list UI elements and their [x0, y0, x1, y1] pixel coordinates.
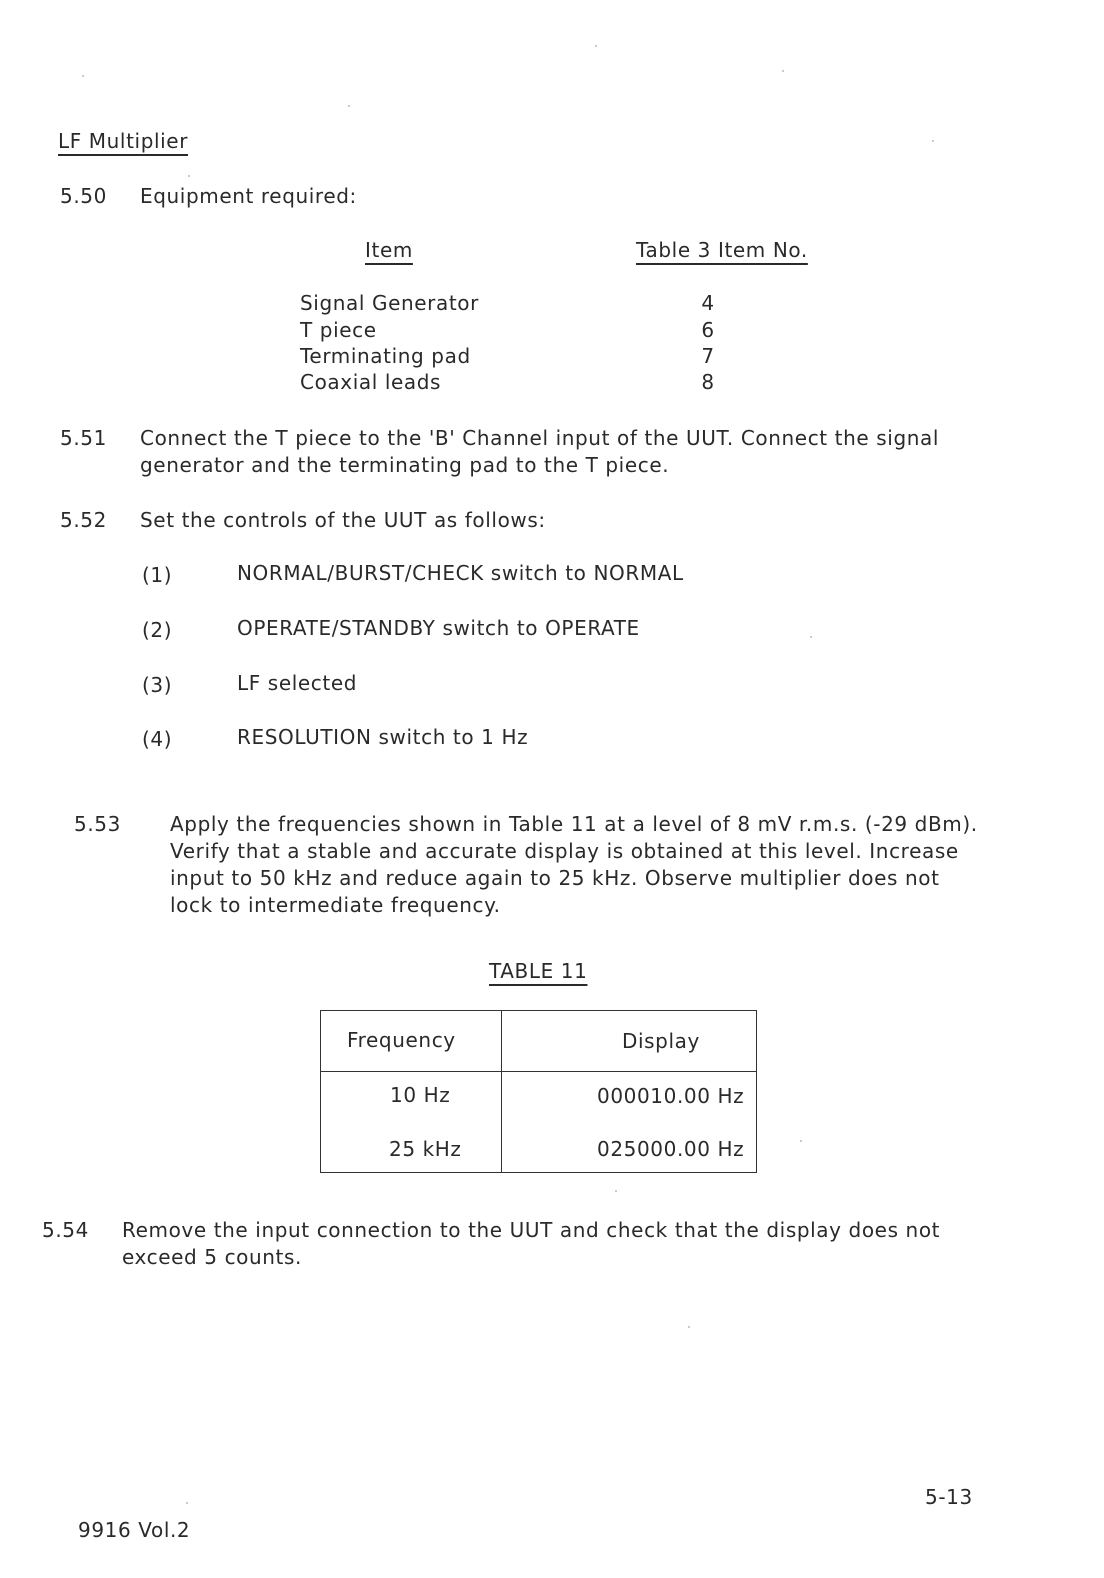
table-cell-frequency: 10 Hz — [390, 1083, 451, 1107]
table-column-divider — [501, 1011, 502, 1172]
scan-speck — [800, 1140, 802, 1142]
paragraph-text-5-51-line-1: Connect the T piece to the 'B' Channel input of the UUT. Connect the signal — [140, 426, 940, 450]
equipment-item-number: 6 — [701, 318, 715, 342]
page-number: 5-13 — [925, 1485, 973, 1509]
list-item-number: (1) — [142, 563, 173, 587]
list-item-number: (2) — [142, 618, 173, 642]
list-item-text: LF selected — [237, 671, 358, 695]
table-caption: TABLE 11 — [489, 959, 588, 983]
table-cell-frequency: 25 kHz — [389, 1137, 462, 1161]
scan-speck — [782, 70, 784, 72]
scan-speck — [810, 636, 812, 638]
list-item-number: (4) — [142, 727, 173, 751]
scan-speck — [932, 140, 934, 142]
frequency-display-table — [320, 1010, 757, 1173]
table-header-divider — [321, 1071, 756, 1072]
scan-speck — [688, 1326, 690, 1328]
paragraph-number-5-54: 5.54 — [42, 1218, 89, 1242]
paragraph-text-5-53-line-2: Verify that a stable and accurate display is obtained at this level. Increase — [170, 839, 959, 863]
paragraph-text-5-51-line-2: generator and the terminating pad to the T piece. — [140, 453, 670, 477]
list-item-text: RESOLUTION switch to 1 Hz — [237, 725, 529, 749]
paragraph-number-5-51: 5.51 — [60, 426, 107, 450]
table-header-display: Display — [622, 1029, 700, 1053]
equipment-item-number: 8 — [701, 370, 715, 394]
list-item-text: OPERATE/STANDBY switch to OPERATE — [237, 616, 640, 640]
section-title: LF Multiplier — [58, 129, 189, 153]
scan-speck — [595, 45, 597, 47]
equipment-item-name: T piece — [300, 318, 377, 342]
paragraph-number-5-53: 5.53 — [74, 812, 121, 836]
equipment-header-number: Table 3 Item No. — [636, 238, 808, 262]
scan-speck — [188, 175, 190, 177]
equipment-header-item: Item — [365, 238, 413, 262]
paragraph-text-5-54-line-2: exceed 5 counts. — [122, 1245, 302, 1269]
paragraph-text-5-53-line-1: Apply the frequencies shown in Table 11 at a level of 8 mV r.m.s. (-29 dBm). — [170, 812, 978, 836]
equipment-item-name: Coaxial leads — [300, 370, 442, 394]
equipment-item-number: 4 — [701, 291, 715, 315]
paragraph-number-5-52: 5.52 — [60, 508, 107, 532]
paragraph-number-5-50: 5.50 — [60, 184, 107, 208]
paragraph-text-5-54-line-1: Remove the input connection to the UUT and check that the display does not — [122, 1218, 941, 1242]
scan-speck — [615, 1190, 617, 1192]
document-reference: 9916 Vol.2 — [78, 1518, 191, 1542]
scan-speck — [186, 1502, 188, 1504]
paragraph-text-5-53-line-4: lock to intermediate frequency. — [170, 893, 501, 917]
paragraph-text-5-50: Equipment required: — [140, 184, 357, 208]
list-item-text: NORMAL/BURST/CHECK switch to NORMAL — [237, 561, 684, 585]
equipment-item-name: Terminating pad — [300, 344, 471, 368]
scan-speck — [82, 75, 84, 77]
list-item-number: (3) — [142, 673, 173, 697]
paragraph-text-5-52: Set the controls of the UUT as follows: — [140, 508, 546, 532]
table-header-frequency: Frequency — [347, 1028, 456, 1052]
table-cell-display: 025000.00 Hz — [597, 1137, 745, 1161]
equipment-item-number: 7 — [701, 344, 715, 368]
scan-speck — [348, 105, 350, 107]
table-cell-display: 000010.00 Hz — [597, 1084, 745, 1108]
equipment-item-name: Signal Generator — [300, 291, 479, 315]
paragraph-text-5-53-line-3: input to 50 kHz and reduce again to 25 kHz. Observe multiplier does not — [170, 866, 940, 890]
